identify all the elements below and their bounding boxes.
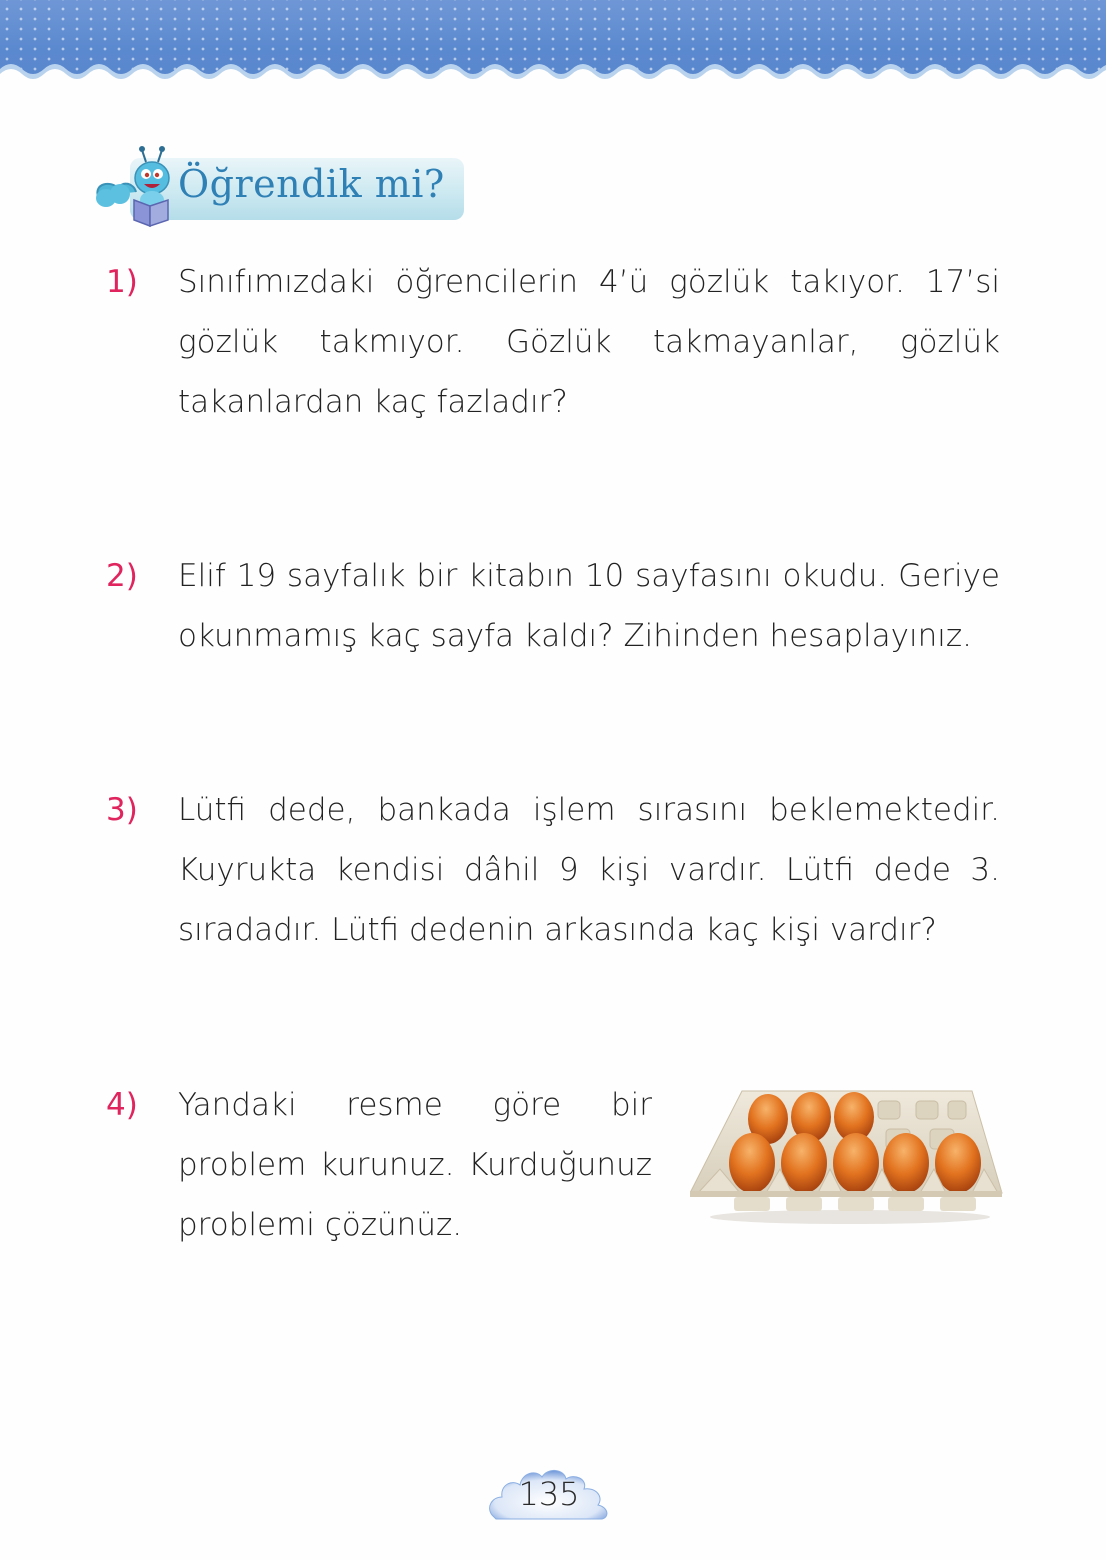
eggs-front-row [729,1133,981,1193]
problem-2 [106,546,1006,676]
problem-text: Lütfi dede, bankada işlem sırasını beklemektedir. Kuyrukta kendisi dâhil 9 kişi vardır. Lütfi dede 3. sıradadır. Lütfi dedenin arkasında kaç kişi vardır? [178,792,1000,948]
problem-text: Sınıfımızdaki öğrencilerin 4’ü gözlük takıyor. 17’si gözlük takmıyor. Gözlük takmayanlar, gözlük takanlardan kaç fazladır? [178,264,1000,420]
egg-tray-illustration [690,1085,1004,1225]
problem-text: Elif 19 sayfalık bir kitabın 10 sayfasını okudu. Geriye okunmamış kaç sayfa kaldı? Zihinden hesaplayınız. [178,558,1000,654]
banner-title: Öğrendik mi? [178,162,445,206]
page-number: 135 [518,1475,580,1513]
problem-text: Yandaki resme göre bir problem kurunuz. Kurduğunuz problemi çözünüz. [178,1087,652,1243]
problem-number: 4) [106,1087,138,1123]
problem-3 [106,780,1006,970]
page-number-badge [484,1455,614,1525]
section-banner [92,150,464,222]
header-band [0,0,1106,82]
problem-number: 3) [106,792,138,828]
problem-number: 1) [106,264,138,300]
problem-number: 2) [106,558,138,594]
problem-1 [106,252,1006,442]
caterpillar-reading-book-icon [92,144,192,228]
wavy-edge [0,59,1106,83]
